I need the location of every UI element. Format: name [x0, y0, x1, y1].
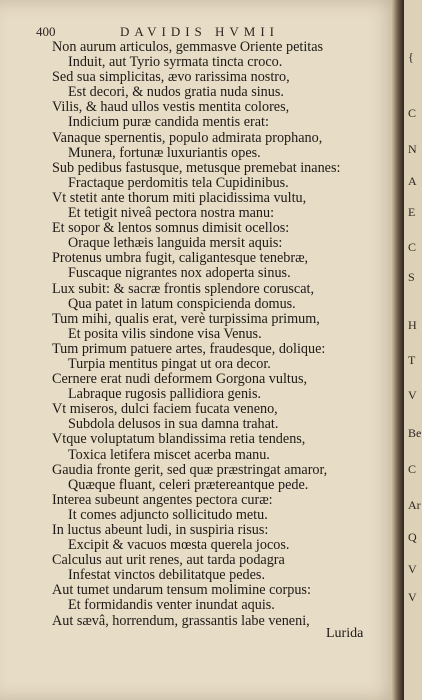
verse-line: Vilis, & haud ullos vestis mentita colores, — [52, 99, 290, 116]
verse-body — [52, 40, 388, 629]
verse-line: Induit, aut Tyrio syrmata tincta croco. — [68, 54, 283, 71]
verse-line: Cernere erat nudi deformem Gorgona vultus, — [52, 371, 308, 388]
verse-line: Aut tumet undarum tensum molimine corpus: — [52, 582, 311, 599]
facing-page-fragment: Ar — [408, 498, 421, 512]
verse-line: Non aurum articulos, gemmasve Oriente petitas — [52, 39, 324, 55]
verse-line: Vtque voluptatum blandissima retia tendens, — [52, 431, 306, 448]
verse-line: Toxica letifera miscet acerba manu. — [68, 446, 270, 463]
verse-line: In luctus abeunt ludi, in suspiria risus: — [52, 522, 269, 538]
facing-page-fragment: C — [408, 462, 417, 476]
facing-page-fragment: C — [408, 106, 417, 120]
book-gutter — [392, 0, 404, 700]
verse-line: Est decori, & nudos gratia nuda sinus. — [68, 84, 284, 101]
verse-line: Tum mihi, qualis erat, verè turpissima primum, — [52, 310, 320, 327]
verse-line: Et sopor & lentos somnus dimisit ocellos: — [52, 220, 290, 237]
verse-line: Turpia mentitus pingat ut ora decor. — [68, 355, 271, 372]
verse-line: Infestat vinctos debilitatque pedes. — [68, 567, 265, 584]
verse-line: Sub pedibus fastusque, metusque premebat inanes: — [52, 159, 341, 176]
running-title: DAVIDIS HVMII — [120, 24, 280, 39]
facing-page-fragment: C — [408, 240, 417, 254]
facing-page-fragment: E — [408, 205, 416, 219]
verse-line: Aut sævâ, horrendum, grassantis labe veneni, — [52, 612, 310, 629]
facing-page-fragment: V — [408, 562, 417, 576]
verse-line: Tum primum patuere artes, fraudesque, dolique: — [52, 340, 326, 357]
verse-line: It comes adjuncto sollicitudo metu. — [68, 506, 268, 523]
page-number: 400 — [36, 24, 56, 39]
verse-line: Et tetigit niveâ pectora nostra manu: — [68, 205, 275, 222]
verse-line: Quæque fluant, celeri prætereantque pede. — [68, 476, 309, 493]
verse-line: Subdola delusos in sua damna trahat. — [68, 416, 279, 433]
facing-page-fragment: A — [408, 174, 417, 188]
verse-line: Interea subeunt angentes pectora curæ: — [52, 491, 273, 508]
verse-line: Fuscaque nigrantes nox adoperta sinus. — [68, 265, 291, 282]
verse-line: Vt miseros, dulci faciem fucata veneno, — [52, 401, 278, 418]
verse-line: Lux subit: & sacræ frontis splendore coruscat, — [52, 280, 315, 297]
verse-line: Qua patet in latum conspicienda domus. — [68, 295, 296, 312]
catchword: Lurida — [326, 626, 364, 641]
verse-line: Et posita vilis sindone visa Venus. — [68, 325, 262, 342]
facing-page-fragment: T — [408, 353, 416, 367]
verse-line: Oraque lethæis languida mersit aquis: — [68, 235, 283, 252]
facing-page-fragment: H — [408, 318, 417, 332]
facing-page-fragment: V — [408, 388, 417, 402]
verse-line: Gaudia fronte gerit, sed quæ præstringat amaror, — [52, 461, 328, 478]
facing-page-fragment: S — [408, 270, 415, 284]
facing-page-fragment: { — [408, 50, 414, 64]
facing-page-fragment: Be — [408, 426, 422, 440]
verse-line: Vanaque spernentis, populo admirata prophano, — [52, 129, 323, 146]
facing-page-fragment: N — [408, 142, 417, 156]
facing-page-fragment: V — [408, 590, 417, 604]
verse-line: Excipit & vacuos mœsta querela jocos. — [68, 537, 290, 554]
verse-line: Vt stetit ante thorum miti placidissima vultu, — [52, 189, 307, 206]
facing-page-edge — [404, 0, 422, 700]
verse-line: Protenus umbra fugit, caligantesque tenebræ, — [52, 250, 309, 267]
verse-line: Et formidandis venter inundat aquis. — [68, 597, 275, 614]
verse-line: Sed sua simplicitas, ævo rarissima nostro, — [52, 69, 290, 86]
verse-line: Indicium puræ candida mentis erat: — [68, 114, 269, 131]
verse-line: Fractaque perdomitis tela Cupidinibus. — [68, 174, 289, 191]
verse-line: Munera, fortunæ luxuriantis opes. — [68, 144, 261, 161]
verse-line: Calculus aut urit renes, aut tarda podagra — [52, 552, 285, 569]
verse-line: Labraque rugosis pallidiora genis. — [68, 386, 262, 403]
facing-page-fragment: Q — [408, 530, 417, 544]
